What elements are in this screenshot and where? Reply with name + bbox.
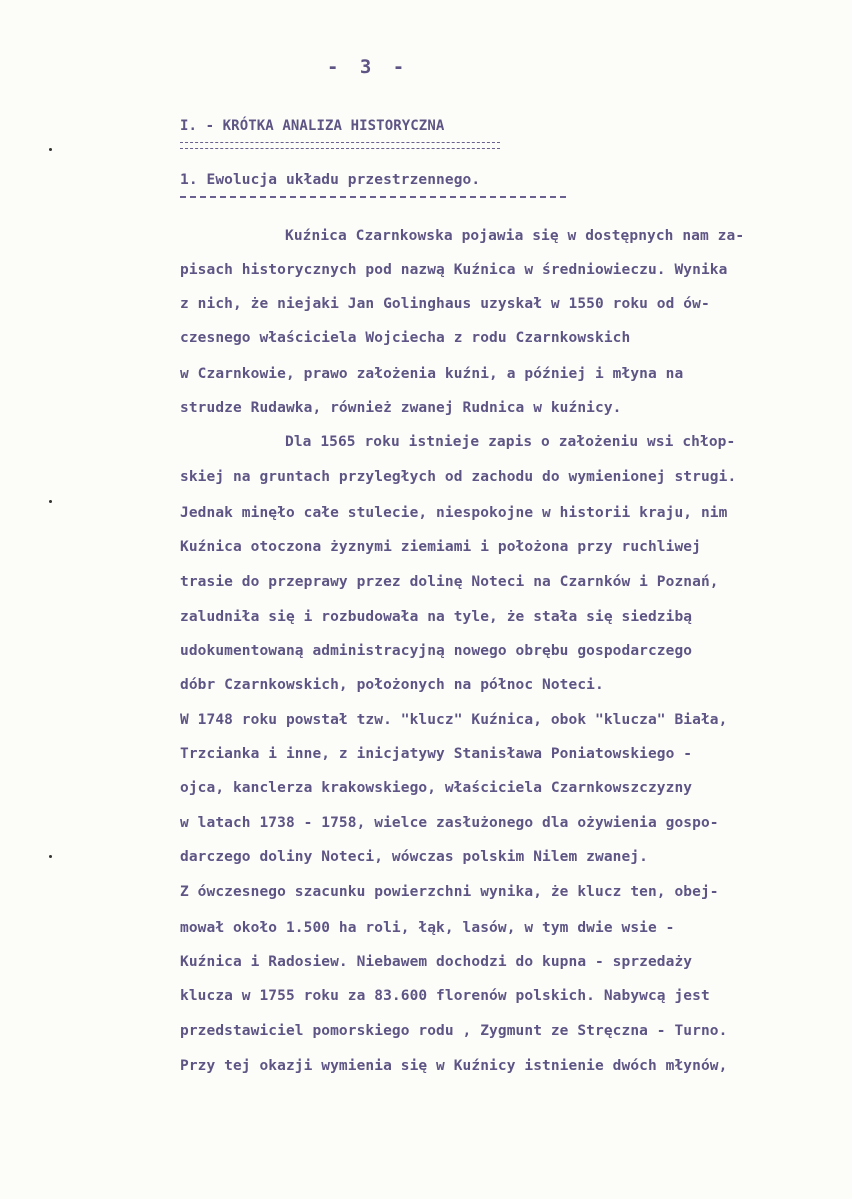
binding-mark xyxy=(49,148,52,151)
subsection-heading: 1. Ewolucja układu przestrzennego. xyxy=(180,172,481,188)
text-line: strudze Rudawka, również zwanej Rudnica w kuźnicy. xyxy=(180,400,622,416)
text-line: Kuźnica i Radosiew. Niebawem dochodzi do kupna - sprzedaży xyxy=(180,954,693,970)
binding-mark xyxy=(49,500,52,503)
text-line: Przy tej okazji wymienia się w Kuźnicy istnienie dwóch młynów, xyxy=(180,1058,728,1074)
text-line: Trzcianka i inne, z inicjatywy Stanisława Poniatowskiego - xyxy=(180,746,693,762)
text-line: pisach historycznych pod nazwą Kuźnica w średniowieczu. Wynika xyxy=(180,262,728,278)
text-line: udokumentowaną administracyjną nowego obrębu gospodarczego xyxy=(180,643,693,659)
text-line: Z ówczesnego szacunku powierzchni wynika, że klucz ten, obej- xyxy=(180,884,719,900)
text-line: zaludniła się i rozbudowała na tyle, że stała się siedzibą xyxy=(180,609,693,625)
text-line: czesnego właściciela Wojciecha z rodu Czarnkowskich xyxy=(180,330,631,346)
text-line: skiej na gruntach przyległych od zachodu do wymienionej strugi. xyxy=(180,469,737,485)
text-line: Jednak minęło całe stulecie, niespokojne w historii kraju, nim xyxy=(180,505,728,521)
text-line: z nich, że niejaki Jan Golinghaus uzyskał w 1550 roku od ów- xyxy=(180,296,710,312)
text-line: mował około 1.500 ha roli, łąk, lasów, w tym dwie wsie - xyxy=(180,920,675,936)
page-number: - 3 - xyxy=(327,56,410,78)
text-line: Dla 1565 roku istnieje zapis o założeniu wsi chłop- xyxy=(285,434,736,450)
subsection-heading-underline xyxy=(180,196,566,198)
text-line: w latach 1738 - 1758, wielce zasłużonego dla ożywienia gospo- xyxy=(180,815,719,831)
text-line: Kuźnica Czarnkowska pojawia się w dostępnych nam za- xyxy=(285,228,745,244)
text-line: Kuźnica otoczona żyznymi ziemiami i położona przy ruchliwej xyxy=(180,539,701,555)
binding-mark xyxy=(49,855,52,858)
text-line: darczego doliny Noteci, wówczas polskim Nilem zwanej. xyxy=(180,849,648,865)
section-heading-underline xyxy=(180,142,500,149)
text-line: dóbr Czarnkowskich, położonych na północ Noteci. xyxy=(180,677,604,693)
section-heading: I. - KRÓTKA ANALIZA HISTORYCZNA xyxy=(180,118,445,134)
text-line: przedstawiciel pomorskiego rodu , Zygmunt ze Stręczna - Turno. xyxy=(180,1023,728,1039)
text-line: W 1748 roku powstał tzw. "klucz" Kuźnica, obok "klucza" Biała, xyxy=(180,712,728,728)
text-line: w Czarnkowie, prawo założenia kuźni, a później i młyna na xyxy=(180,366,684,382)
text-line: klucza w 1755 roku za 83.600 florenów polskich. Nabywcą jest xyxy=(180,988,710,1004)
text-line: ojca, kanclerza krakowskiego, właściciela Czarnkowszczyzny xyxy=(180,780,693,796)
text-line: trasie do przeprawy przez dolinę Noteci na Czarnków i Poznań, xyxy=(180,574,719,590)
